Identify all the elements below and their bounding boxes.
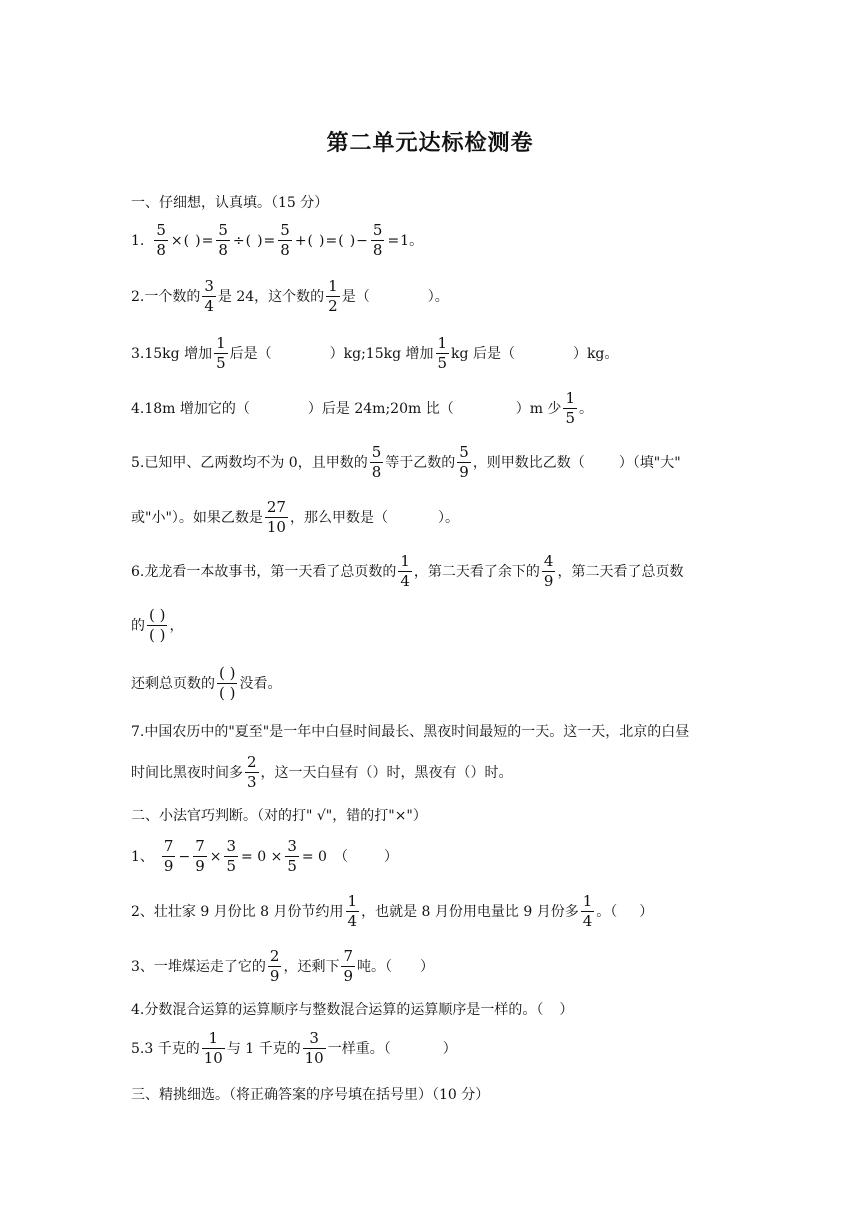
question-1-5: 5.已知甲、乙两数均不为 0，且甲数的 $\frac{5}{8}$ 等于乙数的 $\frac{5}{9}$ ，则甲数比乙数（ ）（填"大" xyxy=(131,443,681,482)
fraction: $\frac{27}{10}$ xyxy=(266,498,286,537)
fraction: $\frac{2}{9}$ xyxy=(269,947,280,986)
question-1-7: 7.中国农历中的"夏至"是一年中白昼时间最长、黑夜时间最短的一天。这一天，北京的白昼 xyxy=(131,724,690,740)
fraction: $\frac{5}{8}$ xyxy=(156,221,166,260)
question-1-4: 4.18m 增加它的（ ）后是 24m;20m 比（ ）m 少 $\frac{1}{5}$ 。 xyxy=(131,389,593,428)
fraction: $\frac{1}{5}$ xyxy=(565,389,575,428)
fraction: $\frac{2}{3}$ xyxy=(247,753,257,792)
fraction: $\frac{1}{4}$ xyxy=(347,892,358,931)
question-1-6-cont: 的 $\frac{( )}{( )}$ ， xyxy=(131,606,184,645)
section-1-header: 一、仔细想，认真填。（15 分） xyxy=(131,195,329,211)
section-3-header: 三、精挑细选。（将正确答案的序号填在括号里）（10 分） xyxy=(131,1087,490,1103)
fraction: $\frac{3}{5}$ xyxy=(226,837,237,876)
blank-fraction[interactable]: $\frac{( )}{( )}$ xyxy=(149,606,166,645)
fraction: $\frac{3}{10}$ xyxy=(304,1029,324,1068)
fraction: $\frac{5}{8}$ xyxy=(218,221,228,260)
judge-4: 4.分数混合运算的运算顺序与整数混合运算的运算顺序是一样的。（ ） xyxy=(131,1002,574,1018)
fraction: $\frac{7}{9}$ xyxy=(163,837,174,876)
fraction: $\frac{1}{10}$ xyxy=(203,1029,223,1068)
fraction: $\frac{1}{2}$ xyxy=(328,277,338,316)
question-1-3: 3.15kg 增加 $\frac{1}{5}$ 后是（ ）kg;15kg 增加 $\frac{1}{5}$ kg 后是（ ）kg。 xyxy=(131,334,619,373)
question-1-1: 1. $\frac{5}{8}$ × ( ) = $\frac{5}{8}$ ÷ ( ) = $\frac{5}{8}$ + ( ) = ( ) − $\frac{5}{8}$ = 1。 xyxy=(131,221,424,260)
question-1-5-cont: 或"小"）。如果乙数是 $\frac{27}{10}$ ，那么甲数是（ ）。 xyxy=(131,498,459,537)
question-1-6-cont2: 还剩总页数的 $\frac{( )}{( )}$ 没看。 xyxy=(131,664,282,703)
fraction: $\frac{1}{4}$ xyxy=(582,892,593,931)
fraction: $\frac{1}{5}$ xyxy=(216,334,226,373)
page-title: 第二单元达标检测卷 xyxy=(326,130,534,156)
judge-2: 2、壮壮家 9 月份比 8 月份节约用 $\frac{1}{4}$ ，也就是 8 月份用电量比 9 月份多 $\frac{1}{4}$ 。（ ） xyxy=(131,892,654,931)
fraction: $\frac{5}{9}$ xyxy=(459,443,469,482)
fraction: $\frac{7}{9}$ xyxy=(195,837,205,876)
judge-5: 5.3 千克的 $\frac{1}{10}$ 与 1 千克的 $\frac{3}{10}$ 一样重。（ ） xyxy=(131,1029,457,1068)
fraction: $\frac{7}{9}$ xyxy=(343,947,354,986)
question-1-7-cont: 时间比黑夜时间多 $\frac{2}{3}$ ，这一天白昼有（）时，黑夜有（）时。 xyxy=(131,753,513,792)
fraction: $\frac{5}{8}$ xyxy=(371,443,382,482)
blank-fraction[interactable]: $\frac{( )}{( )}$ xyxy=(219,664,236,703)
fraction: $\frac{4}{9}$ xyxy=(543,552,554,591)
fraction: $\frac{3}{5}$ xyxy=(287,837,297,876)
section-2-header: 二、小法官巧判断。（对的打" √"，错的打"×"） xyxy=(131,808,427,824)
judge-3: 3、一堆煤运走了它的 $\frac{2}{9}$ ，还剩下 $\frac{7}{9}$ 吨。（ ） xyxy=(131,947,435,986)
question-1-2: 2.一个数的 $\frac{3}{4}$ 是 24，这个数的 $\frac{1}{2}$ 是（ ）。 xyxy=(131,277,449,316)
fraction: $\frac{1}{5}$ xyxy=(437,334,448,373)
fraction: $\frac{5}{8}$ xyxy=(280,221,290,260)
fraction: $\frac{5}{8}$ xyxy=(372,221,383,260)
fraction: $\frac{1}{4}$ xyxy=(400,552,410,591)
fraction: $\frac{3}{4}$ xyxy=(204,277,214,316)
question-1-6: 6.龙龙看一本故事书，第一天看了总页数的 $\frac{1}{4}$ ，第二天看了余下的 $\frac{4}{9}$ ，第二天看了总页数 xyxy=(131,552,684,591)
judge-1: 1、 $\frac{7}{9}$ − $\frac{7}{9}$ × $\frac{3}{5}$ = 0 × $\frac{3}{5}$ = 0 （ ） xyxy=(131,837,398,876)
